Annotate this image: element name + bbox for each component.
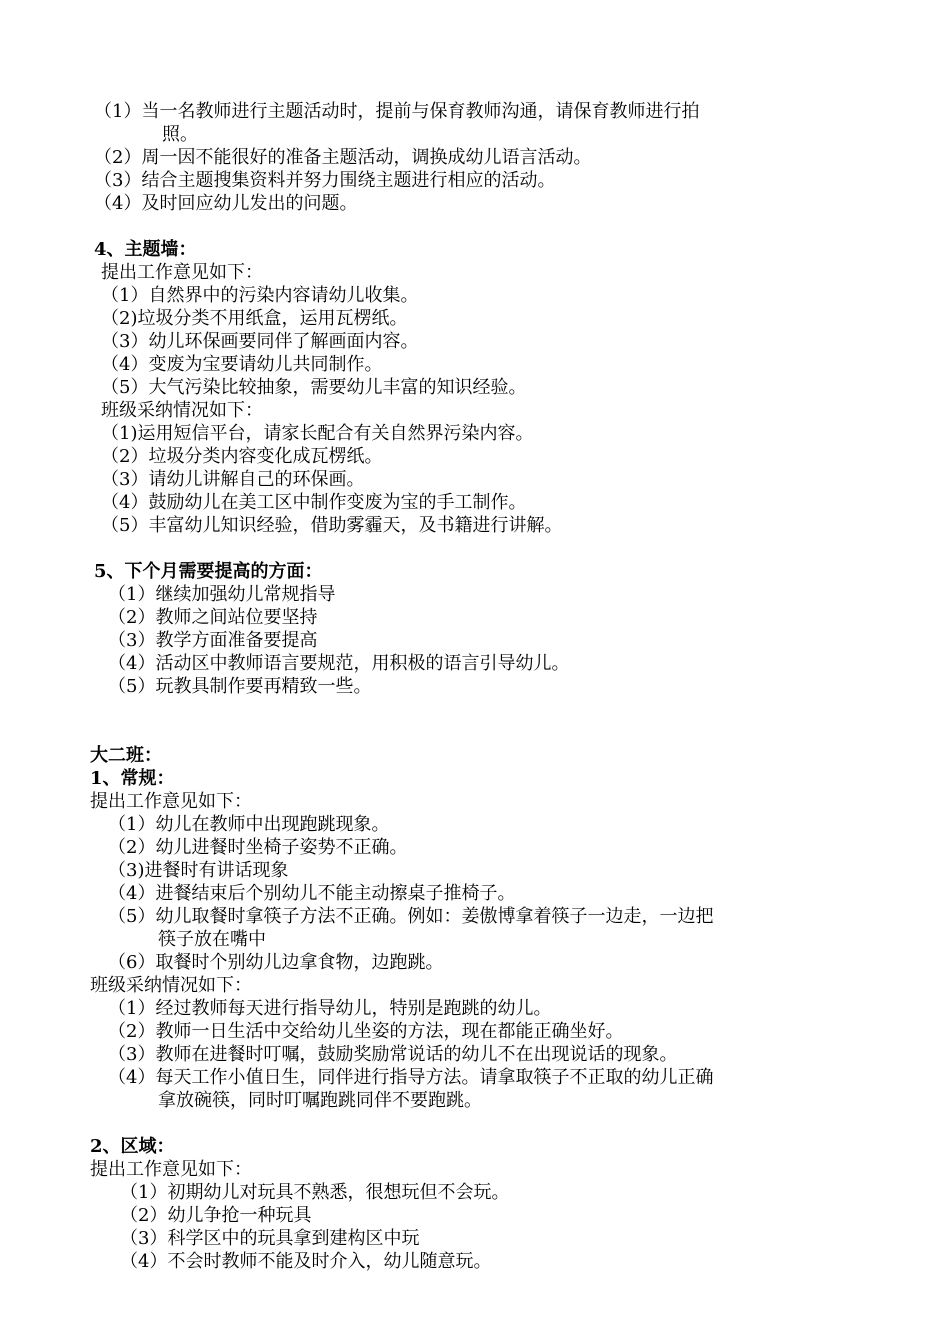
list-item: （1）幼儿在教师中出现跑跳现象。 (108, 814, 390, 835)
section-heading: 2、区域： (90, 1136, 175, 1157)
list-item: （3)进餐时有讲话现象 (108, 860, 289, 881)
list-item: （1）自然界中的污染内容请幼儿收集。 (101, 285, 419, 306)
section-heading: 1、常规： (90, 768, 175, 789)
list-item: （4）鼓励幼儿在美工区中制作变废为宝的手工制作。 (101, 492, 527, 513)
class-title: 大二班： (90, 745, 162, 766)
list-item: （2）幼儿争抢一种玩具 (120, 1205, 312, 1226)
section-heading: 5、下个月需要提高的方面： (94, 561, 323, 582)
opinion-label: 提出工作意见如下： (101, 262, 263, 283)
list-item: （4）每天工作小值日生，同伴进行指导方法。请拿取筷子不正取的幼儿正确 (108, 1067, 714, 1088)
list-item: （4）进餐结束后个别幼儿不能主动擦桌子推椅子。 (108, 883, 516, 904)
adopt-label: 班级采纳情况如下： (101, 400, 263, 421)
list-item: （6）取餐时个别幼儿边拿食物，边跑跳。 (108, 952, 444, 973)
list-item: （2）幼儿进餐时坐椅子姿势不正确。 (108, 837, 408, 858)
list-item: （4）变废为宝要请幼儿共同制作。 (101, 354, 383, 375)
list-item: （1)运用短信平台，请家长配合有关自然界污染内容。 (101, 423, 534, 444)
adopt-label: 班级采纳情况如下： (90, 975, 252, 996)
list-item: （1）初期幼儿对玩具不熟悉，很想玩但不会玩。 (120, 1182, 510, 1203)
list-item: （5）丰富幼儿知识经验，借助雾霾天，及书籍进行讲解。 (101, 515, 563, 536)
list-item: （4）不会时教师不能及时介入，幼儿随意玩。 (120, 1251, 492, 1272)
list-item: （4）及时回应幼儿发出的问题。 (94, 193, 358, 214)
list-item: （3）教学方面准备要提高 (108, 630, 318, 651)
list-item: （5）玩教具制作要再精致一些。 (108, 676, 372, 697)
list-item: （1）经过教师每天进行指导幼儿，特别是跑跳的幼儿。 (108, 998, 552, 1019)
list-item: （1）当一名教师进行主题活动时，提前与保育教师沟通，请保育教师进行拍 (94, 101, 700, 122)
list-item-continuation: 照。 (162, 124, 198, 145)
opinion-label: 提出工作意见如下： (90, 1159, 252, 1180)
list-item: （5）幼儿取餐时拿筷子方法不正确。例如：姜傲博拿着筷子一边走，一边把 (108, 906, 714, 927)
list-item: （2）教师一日生活中交给幼儿坐姿的方法，现在都能正确坐好。 (108, 1021, 624, 1042)
list-item: （2）周一因不能很好的准备主题活动，调换成幼儿语言活动。 (94, 147, 592, 168)
list-item: （3）科学区中的玩具拿到建构区中玩 (120, 1228, 420, 1249)
list-item: （5）大气污染比较抽象，需要幼儿丰富的知识经验。 (101, 377, 527, 398)
list-item: （3）幼儿环保画要同伴了解画面内容。 (101, 331, 419, 352)
list-item: （3）教师在进餐时叮嘱，鼓励奖励常说话的幼儿不在出现说话的现象。 (108, 1044, 678, 1065)
list-item: （3）请幼儿讲解自己的环保画。 (101, 469, 365, 490)
list-item: （2）垃圾分类内容变化成瓦楞纸。 (101, 446, 383, 467)
list-item: （3）结合主题搜集资料并努力围绕主题进行相应的活动。 (94, 170, 556, 191)
list-item: （2）教师之间站位要坚持 (108, 607, 318, 628)
section-heading: 4、主题墙： (94, 239, 197, 260)
list-item-continuation: 筷子放在嘴中 (158, 929, 266, 950)
list-item-continuation: 拿放碗筷，同时叮嘱跑跳同伴不要跑跳。 (158, 1090, 482, 1111)
list-item: （2)垃圾分类不用纸盒，运用瓦楞纸。 (101, 308, 408, 329)
list-item: （1）继续加强幼儿常规指导 (108, 584, 336, 605)
list-item: （4）活动区中教师语言要规范，用积极的语言引导幼儿。 (108, 653, 570, 674)
opinion-label: 提出工作意见如下： (90, 791, 252, 812)
